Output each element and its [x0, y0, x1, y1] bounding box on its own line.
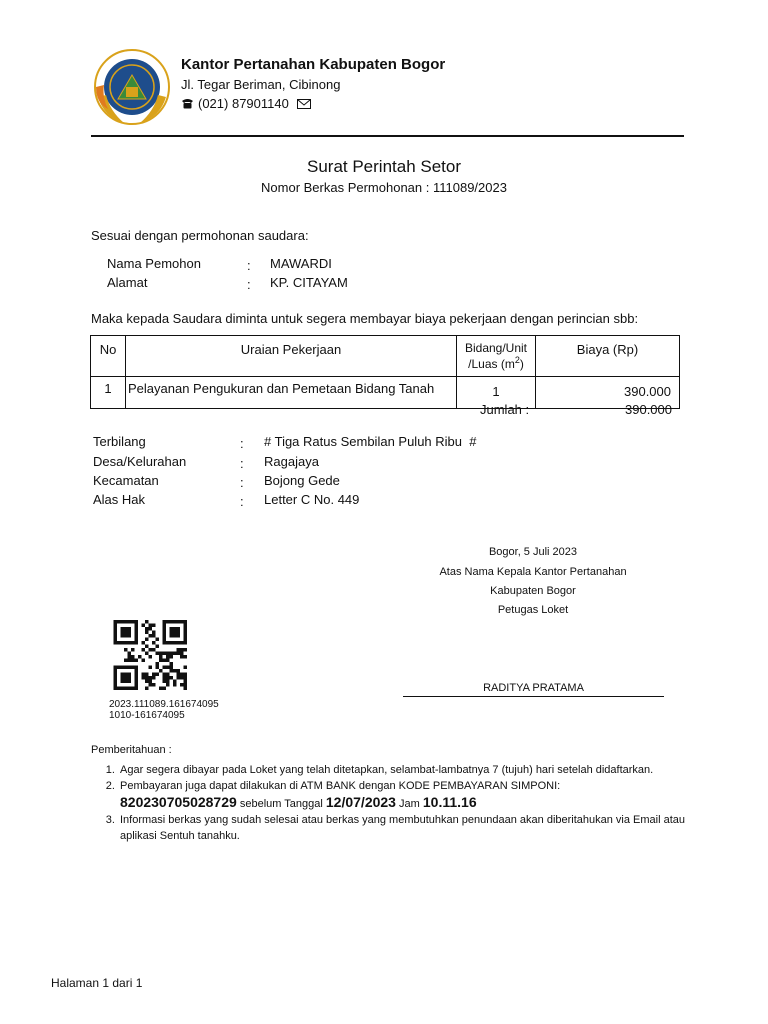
- applicant-address-label: Alamat: [107, 275, 148, 290]
- notice-item-2-text: Pembayaran juga dapat dilakukan di ATM BANK dengan KODE PEMBAYARAN SIMPONI:: [120, 780, 561, 792]
- header-divider: [91, 135, 684, 137]
- notice-title: Pemberitahuan :: [91, 744, 172, 756]
- notice-list: [100, 762, 698, 844]
- signatory-name: RADITYA PRATAMA: [483, 682, 584, 694]
- org-name: Kantor Pertanahan Kabupaten Bogor: [181, 56, 446, 73]
- applicant-address-sep: :: [247, 277, 251, 292]
- notice-item-2: [118, 778, 698, 812]
- payment-deadline-date: 12/07/2023: [325, 794, 396, 810]
- row-bidang: 1: [457, 377, 536, 409]
- sign-place-date: Bogor, 5 Juli 2023: [488, 546, 578, 558]
- applicant-name-value: MAWARDI: [270, 256, 332, 271]
- kecamatan-label: Kecamatan: [93, 473, 159, 488]
- desa-label: Desa/Kelurahan: [93, 454, 187, 469]
- col-bidang: [457, 336, 536, 377]
- org-contact: [181, 96, 311, 111]
- alas-hak-value: Letter C No. 449: [264, 492, 360, 507]
- signature-line: [403, 696, 664, 697]
- notice-jam-label: Jam: [399, 798, 420, 810]
- col-bidang-line1: Bidang/Unit: [464, 341, 528, 355]
- sign-line1: Atas Nama Kepala Kantor Pertanahan: [439, 566, 627, 578]
- document-number: Nomor Berkas Permohonan : 111089/2023: [261, 180, 507, 195]
- row-uraian: Pelayanan Pengukuran dan Pemetaan Bidang Tanah: [126, 377, 457, 409]
- col-biaya: Biaya (Rp): [536, 336, 680, 377]
- col-no: No: [91, 336, 126, 377]
- qr-caption-line2: 1010-161674095: [109, 710, 185, 721]
- col-bidang-close: ): [519, 357, 524, 371]
- document-title: Surat Perintah Setor: [306, 157, 462, 176]
- applicant-name-label: Nama Pemohon: [107, 256, 201, 271]
- col-bidang-line2: /Luas (m: [468, 357, 515, 371]
- table-header-row: [91, 336, 680, 377]
- kecamatan-sep: :: [240, 475, 244, 490]
- terbilang-value: # Tiga Ratus Sembilan Puluh Ribu #: [264, 434, 477, 449]
- qr-caption: [109, 699, 219, 721]
- phone-number: (021) 87901140: [198, 96, 289, 111]
- bpn-logo: [92, 47, 172, 127]
- terbilang-sep: :: [240, 436, 244, 451]
- total-value: 390.000: [625, 402, 672, 417]
- desa-value: Ragajaya: [264, 454, 319, 469]
- terbilang-label: Terbilang: [93, 434, 146, 449]
- sign-line3: Petugas Loket: [497, 604, 569, 616]
- qr-caption-line1: 2023.111089.161674095: [109, 699, 219, 710]
- col-uraian: Uraian Pekerjaan: [126, 336, 457, 377]
- alas-hak-sep: :: [240, 494, 244, 509]
- phone-icon: [181, 98, 194, 109]
- notice-before-label: sebelum Tanggal: [239, 798, 323, 810]
- page-footer: Halaman 1 dari 1: [51, 976, 143, 990]
- notice-item-1: 1. Agar segera dibayar pada Loket yang telah ditetapkan, selambat-lambatnya 7 (tujuh) hari setelah didaftarkan.: [118, 762, 698, 778]
- payment-code: 820230705028729: [120, 794, 237, 810]
- notice-item-3: 3. Informasi berkas yang sudah selesai atau berkas yang membutuhkan penundaan akan diberitahukan via Email atau aplikasi Sentuh tanahku.: [118, 812, 698, 844]
- col-bidang-sup: 2: [514, 355, 520, 365]
- desa-sep: :: [240, 456, 244, 471]
- alas-hak-label: Alas Hak: [93, 492, 146, 507]
- instruction-text: Maka kepada Saudara diminta untuk segera membayar biaya pekerjaan dengan perincian sbb:: [91, 311, 639, 326]
- total-label: Jumlah :: [480, 402, 530, 417]
- row-no: 1: [91, 377, 126, 409]
- applicant-address-value: KP. CITAYAM: [270, 275, 348, 290]
- applicant-name-sep: :: [247, 258, 251, 273]
- payment-deadline-time: 10.11.16: [422, 794, 477, 810]
- kecamatan-value: Bojong Gede: [264, 473, 340, 488]
- sign-line2: Kabupaten Bogor: [490, 585, 576, 597]
- qr-code: [113, 620, 187, 690]
- org-address: Jl. Tegar Beriman, Cibinong: [181, 77, 341, 92]
- intro-text: Sesuai dengan permohonan saudara:: [91, 228, 309, 243]
- row-biaya: 390.000: [536, 377, 680, 409]
- mail-icon: [297, 99, 311, 109]
- fee-table: [90, 335, 680, 409]
